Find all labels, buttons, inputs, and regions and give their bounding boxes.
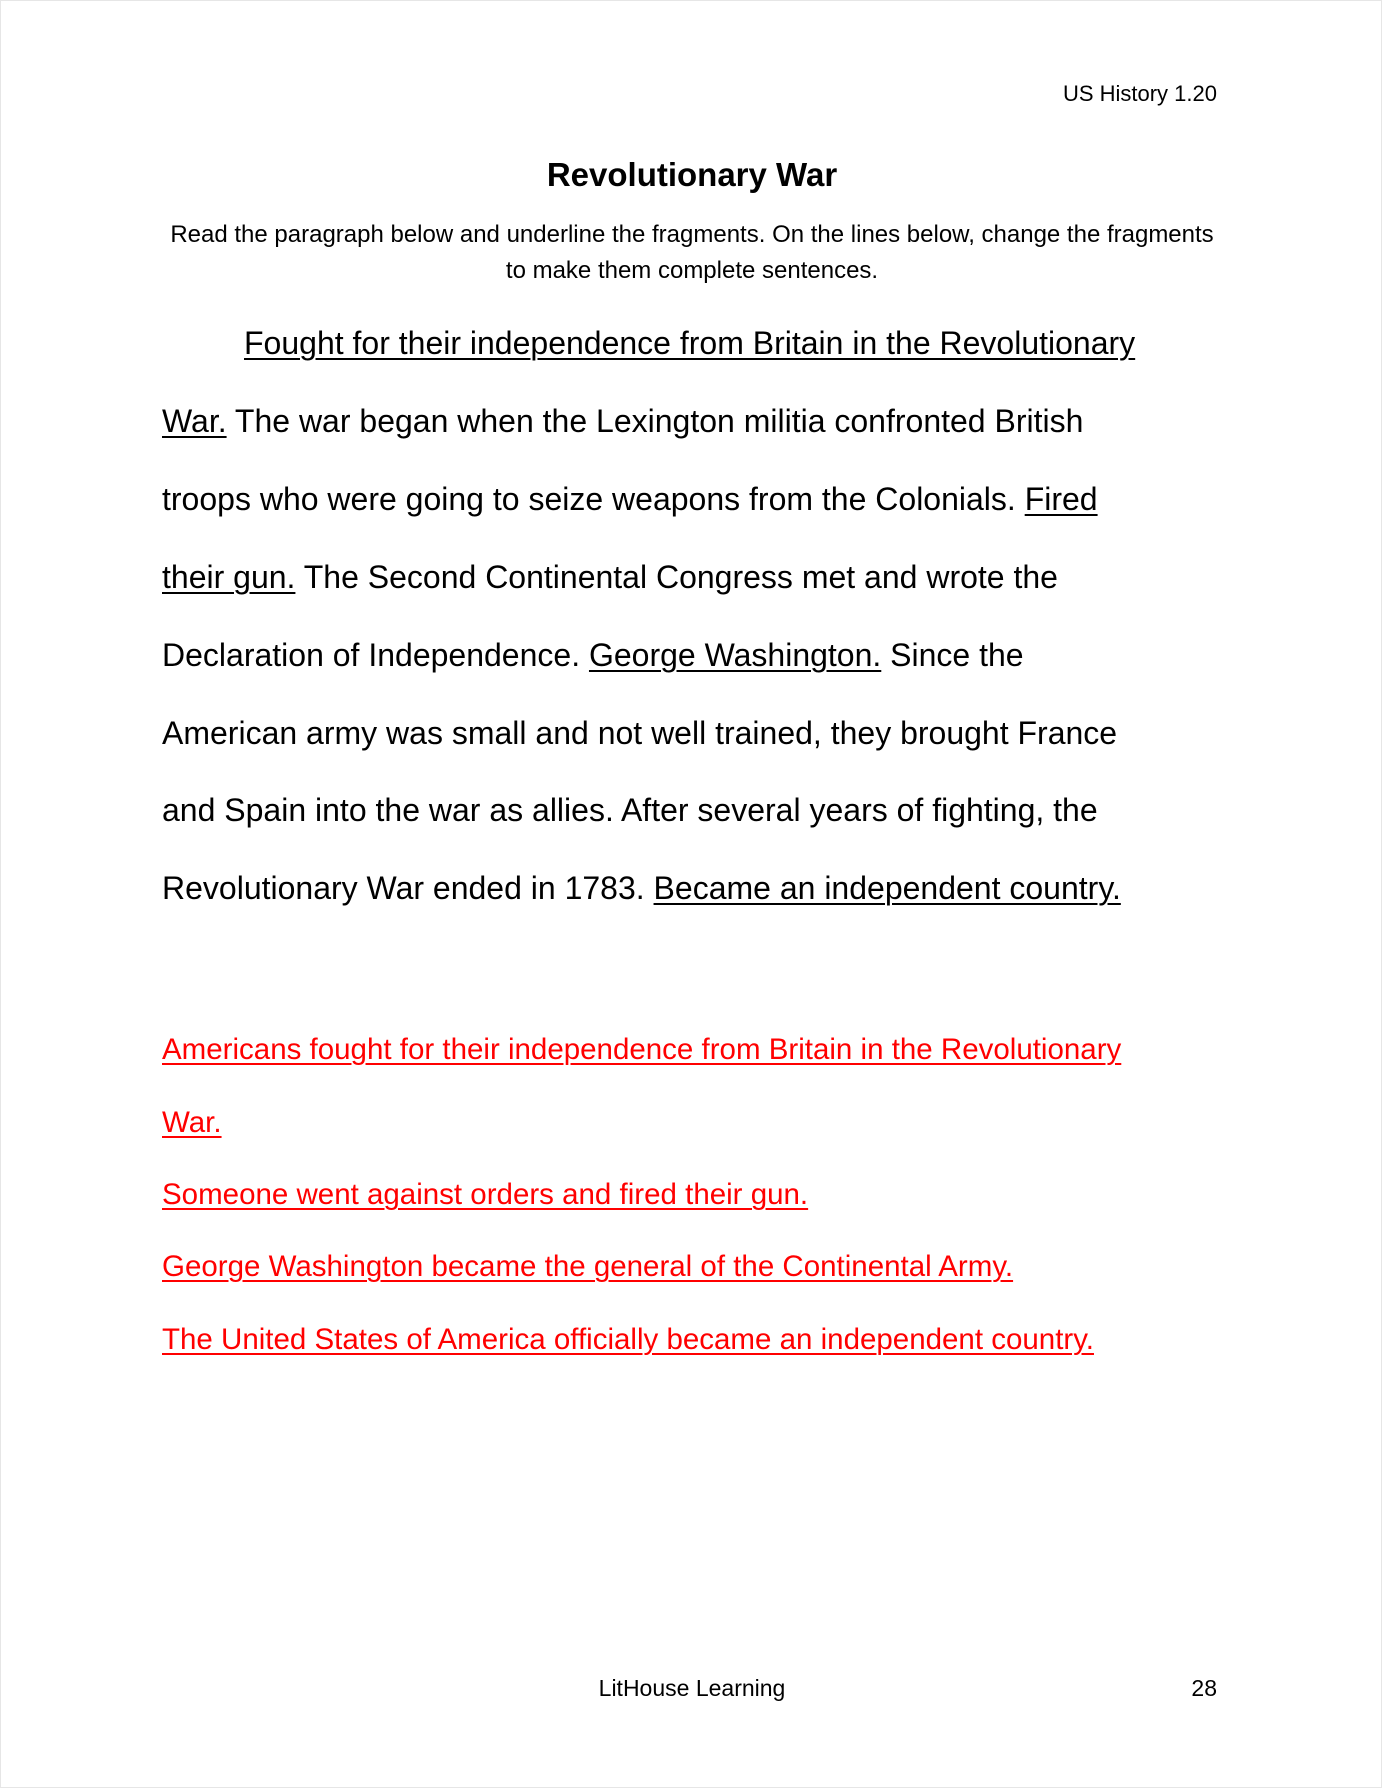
sentence-text: The war began when the Lexington militia confronted British xyxy=(226,403,1084,439)
page-title: Revolutionary War xyxy=(546,156,838,193)
fragment-2: Fired xyxy=(1024,481,1098,517)
answer-line-1-cont: War. xyxy=(162,1106,222,1139)
sentence-text: Declaration of Independence. xyxy=(162,637,589,673)
sentence-text: Revolutionary War ended in 1783. xyxy=(162,870,654,906)
sentence-text: and Spain into the war as allies. After several years of fighting, the xyxy=(162,792,1098,828)
paragraph-line-4 xyxy=(162,557,1058,597)
paragraph-line-8 xyxy=(162,868,1121,908)
fragment-3: George Washington. xyxy=(588,637,882,673)
paragraph-line-2 xyxy=(162,401,1083,441)
fragment-2-end: their gun. xyxy=(162,559,296,595)
sentence-text: The Second Continental Congress met and wrote the xyxy=(295,559,1058,595)
fragment-1-end: War. xyxy=(162,403,227,439)
sentence-text: Since the xyxy=(881,637,1024,673)
course-code: US History 1.20 xyxy=(1062,81,1217,106)
paragraph-line-5 xyxy=(162,635,1024,675)
paragraph-line-7 xyxy=(162,790,1098,830)
answer-line-1: Americans fought for their independence from Britain in the Revolutionary xyxy=(162,1033,1122,1066)
fragment-4: Became an independent country. xyxy=(653,870,1121,906)
paragraph-line-3 xyxy=(162,479,1098,519)
fragment-1: Fought for their independence from Britain in the Revolutionary xyxy=(244,325,1136,361)
paragraph-line-1 xyxy=(244,323,1135,363)
footer-brand: LitHouse Learning xyxy=(598,1675,786,1701)
sentence-text: American army was small and not well trained, they brought France xyxy=(162,715,1118,751)
page-number: 28 xyxy=(1191,1675,1217,1701)
sentence-text: troops who were going to seize weapons from the Colonials. xyxy=(162,481,1025,517)
answer-line-3: George Washington became the general of the Continental Army. xyxy=(162,1250,1014,1283)
instructions: Read the paragraph below and underline the fragments. On the lines below, change the fragments to make them complete sentences. xyxy=(170,221,1214,284)
answer-line-4: The United States of America officially became an independent country. xyxy=(162,1323,1094,1356)
answer-line-2: Someone went against orders and fired their gun. xyxy=(162,1178,809,1211)
paragraph-line-6 xyxy=(162,713,1117,753)
